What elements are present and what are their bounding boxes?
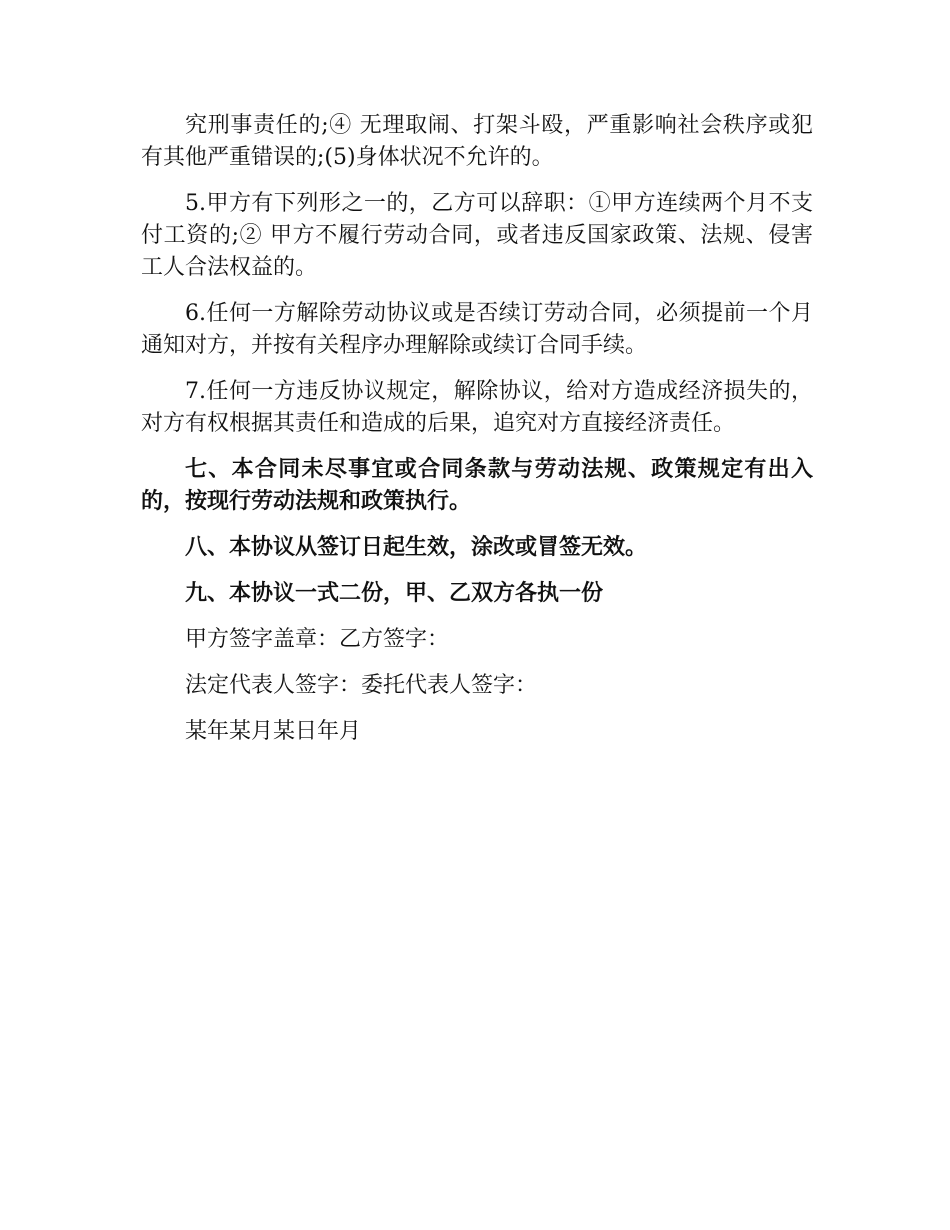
document-body [141,110,813,762]
clause-5-resignation: 5.甲方有下列形之一的，乙方可以辞职：①甲方连续两个月不支付工资的;② 甲方不履行劳动合同，或者违反国家政策、法规、侵害工人合法权益的。 [141,191,813,280]
signature-line-representatives: 法定代表人签字：委托代表人签字： [185,673,538,698]
section-8-effective-date: 八、本协议从签订日起生效，涂改或冒签无效。 [185,535,648,560]
clause-4-continuation: 究刑事责任的;④ 无理取闹、打架斗殴，严重影响社会秩序或犯有其他严重错误的;(5)身体状况不允许的。 [141,113,813,170]
clause-6-notice: 6.任何一方解除劳动协议或是否续订劳动合同，必须提前一个月通知对方，并按有关程序办理解除或续订合同手续。 [141,301,813,358]
date-line: 某年某月某日年月 [185,719,362,744]
clause-7-liability: 7.任何一方违反协议规定，解除协议，给对方造成经济损失的，对方有权根据其责任和造成的后果，追究对方直接经济责任。 [141,379,813,436]
section-9-copies: 九、本协议一式二份，甲、乙双方各执一份 [185,581,604,606]
section-7-unresolved-matters: 七、本合同未尽事宜或合同条款与劳动法规、政策规定有出入的，按现行劳动法规和政策执行。 [141,457,813,514]
signature-line-parties: 甲方签字盖章：乙方签字： [185,627,450,652]
